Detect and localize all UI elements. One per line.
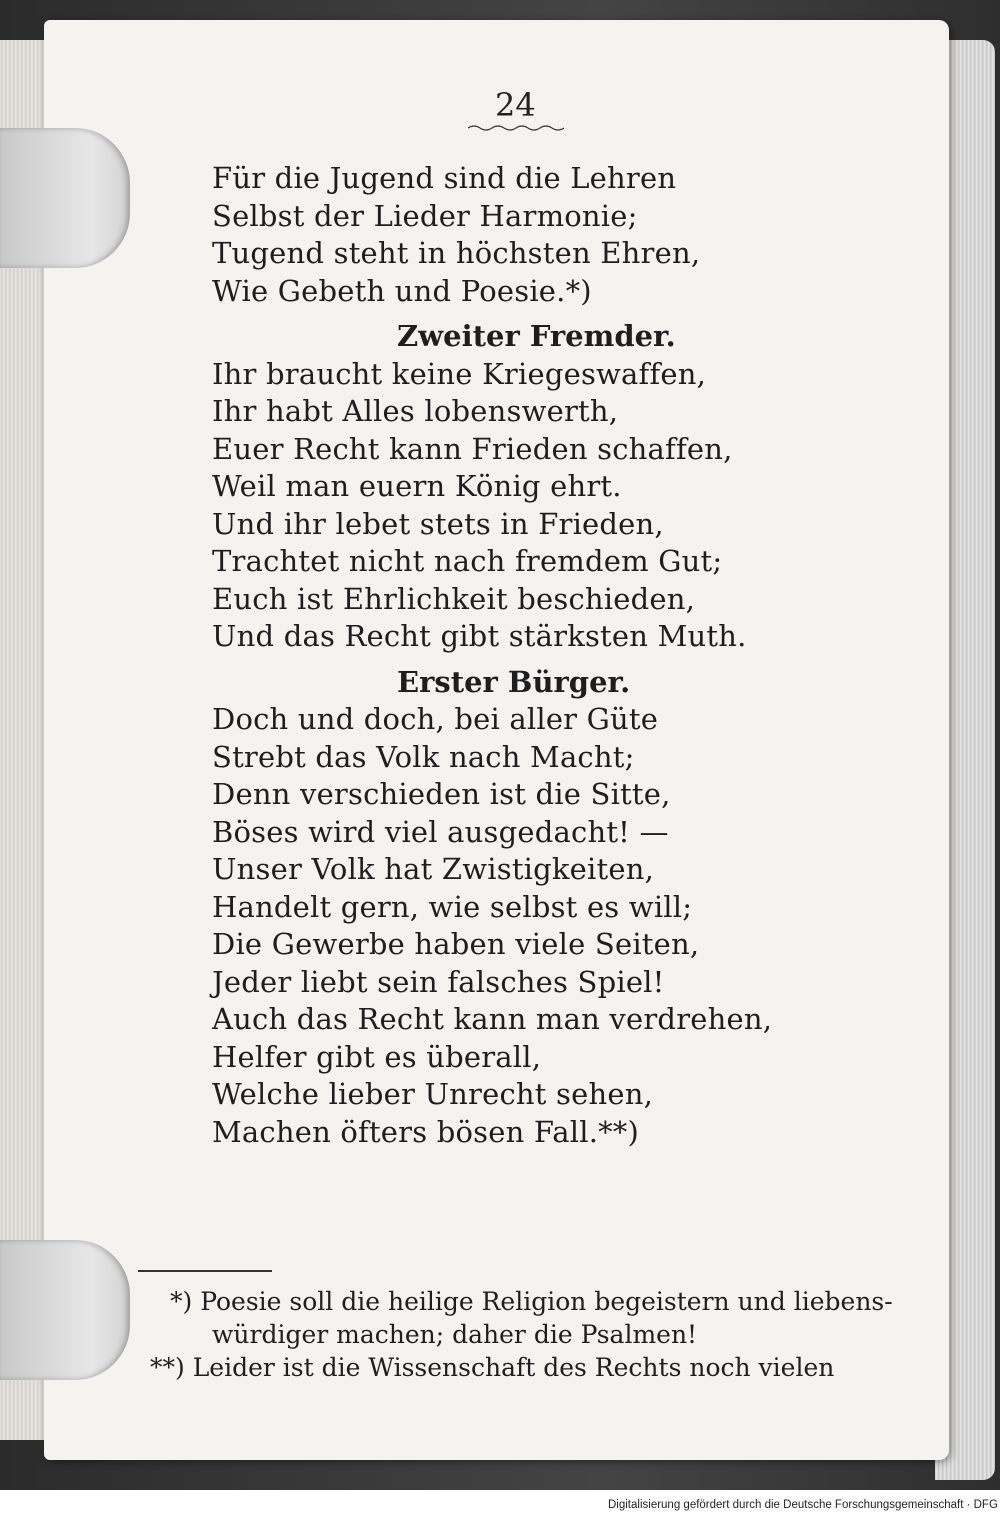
verse-line: Böses wird viel ausgedacht! — (212, 814, 669, 849)
verse-line: Doch und doch, bei aller Güte (212, 702, 659, 736)
verse-line: Ihr habt Alles lobenswerth, (212, 394, 619, 428)
verse-line: Weil man euern König ehrt. (212, 469, 622, 503)
verse-line: Die Gewerbe haben viele Seiten, (212, 927, 700, 961)
verse-line: Denn verschieden ist die Sitte, (212, 777, 671, 811)
footnote-line: **) Leider ist die Wissenschaft des Rechts noch vielen (150, 1353, 835, 1382)
stanza-2 (212, 356, 912, 656)
footnote-divider (138, 1270, 272, 1272)
verse-line: Und ihr lebet stets in Frieden, (212, 506, 664, 541)
verse-line: Für die Jugend sind die Lehren (212, 161, 677, 195)
speaker-heading: Erster Bürger. (397, 664, 631, 699)
stanza-1 (212, 160, 912, 310)
verse-line: Helfer gibt es überall, (212, 1039, 542, 1074)
page-clip-bottom (0, 1240, 130, 1380)
verse-line: Strebt das Volk nach Macht; (212, 739, 635, 774)
stanza-3 (212, 701, 912, 1151)
verse-line: Handelt gern, wie selbst es will; (212, 889, 693, 924)
verse-line: Trachtet nicht nach fremdem Gut; (212, 544, 723, 578)
footnotes (150, 1285, 893, 1384)
verse-line: Euer Recht kann Frieden schaffen, (212, 431, 733, 466)
page-number: 24 (495, 86, 536, 124)
verse-line: Tugend steht in höchsten Ehren, (212, 236, 701, 270)
verse-line: Und das Recht gibt stärksten Muth. (212, 619, 747, 653)
page-number-ornament (468, 124, 564, 132)
digitization-credit: Digitalisierung gefördert durch die Deutsche Forschungsgemeinschaft · DFG (600, 1494, 1000, 1516)
footnote-line: *) Poesie soll die heilige Religion begeistern und liebens- (170, 1287, 893, 1316)
verse-line: Selbst der Lieder Harmonie; (212, 198, 638, 233)
verse-line: Welche lieber Unrecht sehen, (212, 1077, 654, 1111)
verse-line: Ihr braucht keine Kriegeswaffen, (212, 356, 707, 391)
verse-line: Auch das Recht kann man verdrehen, (212, 1002, 773, 1036)
verse-line: Wie Gebeth und Poesie.*) (212, 273, 592, 308)
verse-line: Euch ist Ehrlichkeit beschieden, (212, 581, 696, 616)
verse-line: Unser Volk hat Zwistigkeiten, (212, 852, 655, 886)
speaker-heading: Zweiter Fremder. (397, 319, 676, 353)
page-clip-top (0, 128, 130, 268)
poem-text (212, 160, 912, 1159)
verse-line: Machen öfters bösen Fall.**) (212, 1114, 640, 1149)
verse-line: Jeder liebt sein falsches Spiel! (212, 964, 665, 999)
footnote-line: würdiger machen; daher die Psalmen! (212, 1320, 698, 1349)
